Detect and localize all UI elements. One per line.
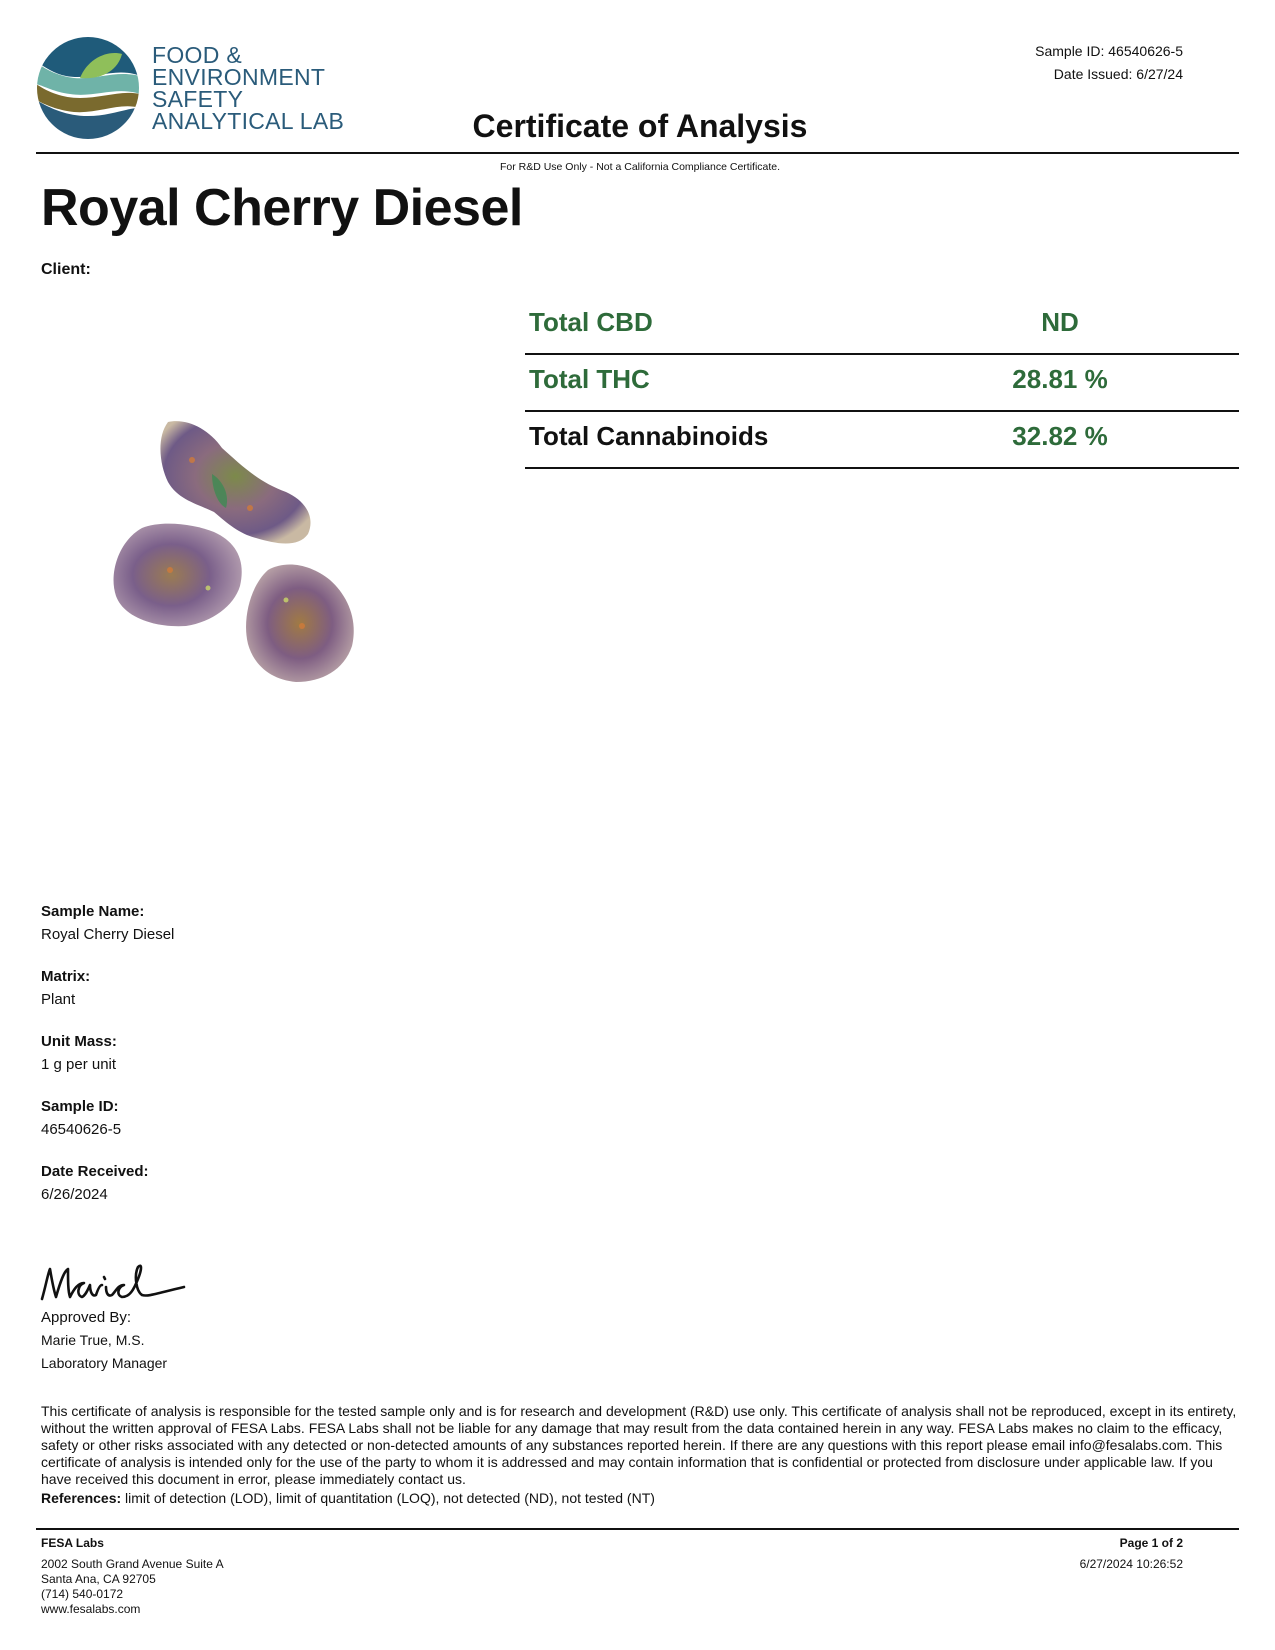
summary-row-total-cannabinoids — [525, 412, 1239, 469]
summary-row-total-thc — [525, 355, 1239, 412]
field-unit-mass — [41, 1032, 174, 1078]
header-meta — [1035, 40, 1183, 86]
footer-website: www.fesalabs.com — [41, 1602, 141, 1616]
lab-logo — [36, 36, 346, 146]
header-date-issued: Date Issued: 6/27/24 — [1053, 66, 1183, 82]
field-matrix — [41, 967, 174, 1013]
logo-line: ANALYTICAL LAB — [152, 108, 345, 134]
logo-line: FOOD & — [152, 42, 242, 68]
footer-phone: (714) 540-0172 — [41, 1587, 124, 1601]
header-divider — [36, 152, 1239, 154]
field-label: Sample Name: — [41, 903, 145, 920]
summary-label: Total THC — [529, 364, 650, 394]
summary-row-total-cbd — [525, 298, 1239, 355]
field-label: Date Received: — [41, 1163, 149, 1180]
potency-summary — [525, 298, 1239, 469]
field-date-received — [41, 1162, 174, 1208]
footer-timestamp: 6/27/2024 10:26:52 — [1079, 1557, 1183, 1571]
lab-logo-text — [152, 44, 344, 132]
field-value: Plant — [41, 991, 76, 1008]
field-label: Matrix: — [41, 968, 91, 985]
footer-page-info — [1080, 1536, 1183, 1572]
summary-value: ND — [1041, 307, 1079, 337]
approval-block — [41, 1306, 167, 1375]
summary-label: Total CBD — [529, 307, 653, 337]
footer-address-line: Santa Ana, CA 92705 — [41, 1572, 156, 1586]
footer-address-line: 2002 South Grand Avenue Suite A — [41, 1557, 224, 1571]
cannabis-bud-image — [90, 420, 390, 730]
field-label: Sample ID: — [41, 1098, 119, 1115]
field-value: 6/26/2024 — [41, 1186, 108, 1203]
footer-contact — [41, 1536, 224, 1617]
header-sample-id: Sample ID: 46540626-5 — [1035, 43, 1183, 59]
certificate-title: Certificate of Analysis — [472, 108, 808, 144]
summary-value: 28.81 % — [1012, 364, 1108, 394]
field-value: Royal Cherry Diesel — [41, 926, 175, 943]
references — [41, 1490, 655, 1506]
field-value: 1 g per unit — [41, 1056, 117, 1073]
references-label: References: — [41, 1490, 122, 1506]
page-number: Page 1 of 2 — [1119, 1536, 1183, 1550]
approved-by-label: Approved By: — [41, 1309, 132, 1326]
summary-label: Total Cannabinoids — [529, 421, 769, 451]
field-sample-name — [41, 902, 174, 948]
approver-name: Marie True, M.S. — [41, 1332, 145, 1348]
lab-logo-emblem-icon — [36, 36, 140, 140]
product-photo — [90, 420, 390, 730]
field-sample-id — [41, 1097, 174, 1143]
footer-company: FESA Labs — [41, 1536, 104, 1550]
sample-details — [41, 902, 174, 1227]
client-label: Client: — [41, 261, 91, 278]
field-label: Unit Mass: — [41, 1033, 117, 1050]
compliance-disclaimer: For R&D Use Only - Not a California Compliance Certificate. — [499, 161, 781, 173]
product-title: Royal Cherry Diesel — [41, 179, 523, 237]
logo-line: ENVIRONMENT — [152, 64, 326, 90]
footer-divider — [36, 1528, 1239, 1530]
field-value: 46540626-5 — [41, 1121, 122, 1138]
references-text: limit of detection (LOD), limit of quantitation (LOQ), not detected (ND), not tested (NT) — [125, 1490, 655, 1506]
legal-disclaimer: This certificate of analysis is responsible for the tested sample only and is for research and development (R&D) use only. This certificate of analysis shall not be reproduced, except in its entirety, without the written approval of FESA Labs. FESA Labs shall not be liable for any damage that may result from the data contained herein in any way. FESA Labs makes no claim to the efficacy, safety or other risks associated with any detected or non-detected amounts of any substances reported herein. If there are any questions with this report please email info@fesalabs.com. This certificate of analysis is intended only for the use of the party to whom it is addressed and may contain information that is confidential or protected from disclosure under applicable law. If you have received this document in error, please immediately contact us. — [41, 1403, 1237, 1487]
approver-role: Laboratory Manager — [41, 1355, 168, 1371]
summary-value: 32.82 % — [1012, 421, 1108, 451]
logo-line: SAFETY — [152, 86, 244, 112]
